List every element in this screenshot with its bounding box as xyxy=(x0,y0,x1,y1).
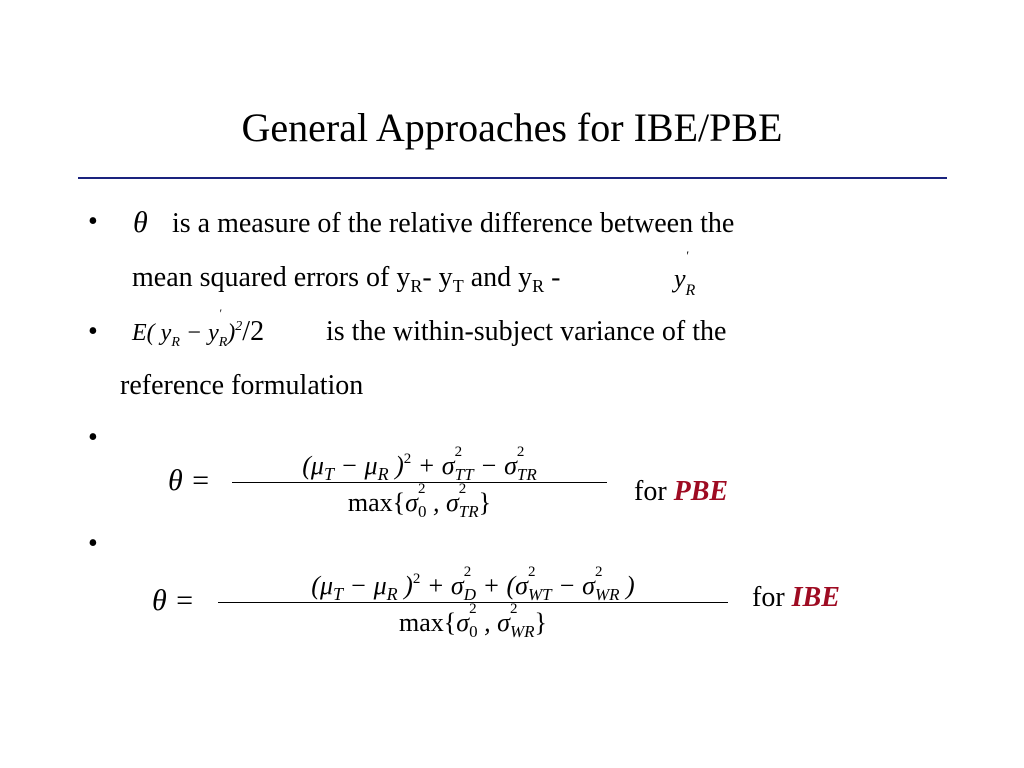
bullet1-line1: is a measure of the relative difference between the xyxy=(172,208,735,239)
pbe-lhs: θ = xyxy=(168,464,211,497)
bullet-marker: • xyxy=(88,316,98,347)
slide-title: General Approaches for IBE/PBE xyxy=(241,105,783,150)
bullet-marker: • xyxy=(88,528,98,559)
ibe-fraction xyxy=(218,558,728,642)
bullet2-line1: is the within-subject variance of the xyxy=(326,316,727,347)
prime-mark: ' xyxy=(685,248,689,263)
sub-r-prime: R xyxy=(685,282,696,299)
bullet1-prefix: mean squared errors of y xyxy=(132,262,411,293)
expr-part: − y xyxy=(179,320,219,346)
for-text: for xyxy=(752,582,785,613)
pbe-tag: PBE xyxy=(673,476,729,507)
pbe-numerator: ($\mu_T - \mu_R$ )$^2$ + σ 2 $_{TT}$ − σ 2 $_{TR}$ xyxy=(302,444,537,484)
pbe-denominator: max{σ 2 $_0$ , σ 2 $_{TR}$} xyxy=(347,481,492,521)
variance-expression xyxy=(132,306,265,350)
expr-prime: ' xyxy=(218,306,222,320)
for-text: for xyxy=(634,476,667,507)
title-divider xyxy=(78,177,947,179)
sub-r: R xyxy=(410,276,423,296)
bullet2-line2: reference formulation xyxy=(120,370,364,401)
ibe-denominator: max{σ 2 $_0$ , σ 2 $_{WR}$} xyxy=(399,601,547,641)
bullet1-line2 xyxy=(132,262,560,302)
expr-part: ) xyxy=(227,320,236,346)
expr-part: E( y xyxy=(132,320,172,346)
expr-sup: 2 xyxy=(235,319,243,334)
pbe-label xyxy=(634,476,728,508)
ibe-label xyxy=(752,582,840,614)
pbe-fraction xyxy=(232,440,607,522)
expr-sub: R xyxy=(218,335,228,350)
ibe-tag: IBE xyxy=(791,582,840,613)
y-var: y xyxy=(674,264,686,293)
expr-sub: R xyxy=(171,335,180,350)
y-r-prime xyxy=(674,248,696,299)
sub-t: T xyxy=(452,276,464,296)
and-y: and y xyxy=(463,262,533,293)
sub-r-2: R xyxy=(532,276,545,296)
ibe-lhs: θ = xyxy=(152,584,195,617)
bullet-marker: • xyxy=(88,206,98,237)
ibe-numerator: ($\mu_T - \mu_R$ )$^2$ + σ 2 $_D$ + (σ 2 $_{WT}$ − σ 2 $_{WR}$ ) xyxy=(311,564,635,604)
expr-div: /2 xyxy=(242,316,265,347)
minus-sign: - xyxy=(544,262,561,293)
theta-symbol: θ xyxy=(133,206,148,239)
dash-y: - y xyxy=(422,262,453,293)
bullet-marker: • xyxy=(88,422,98,453)
